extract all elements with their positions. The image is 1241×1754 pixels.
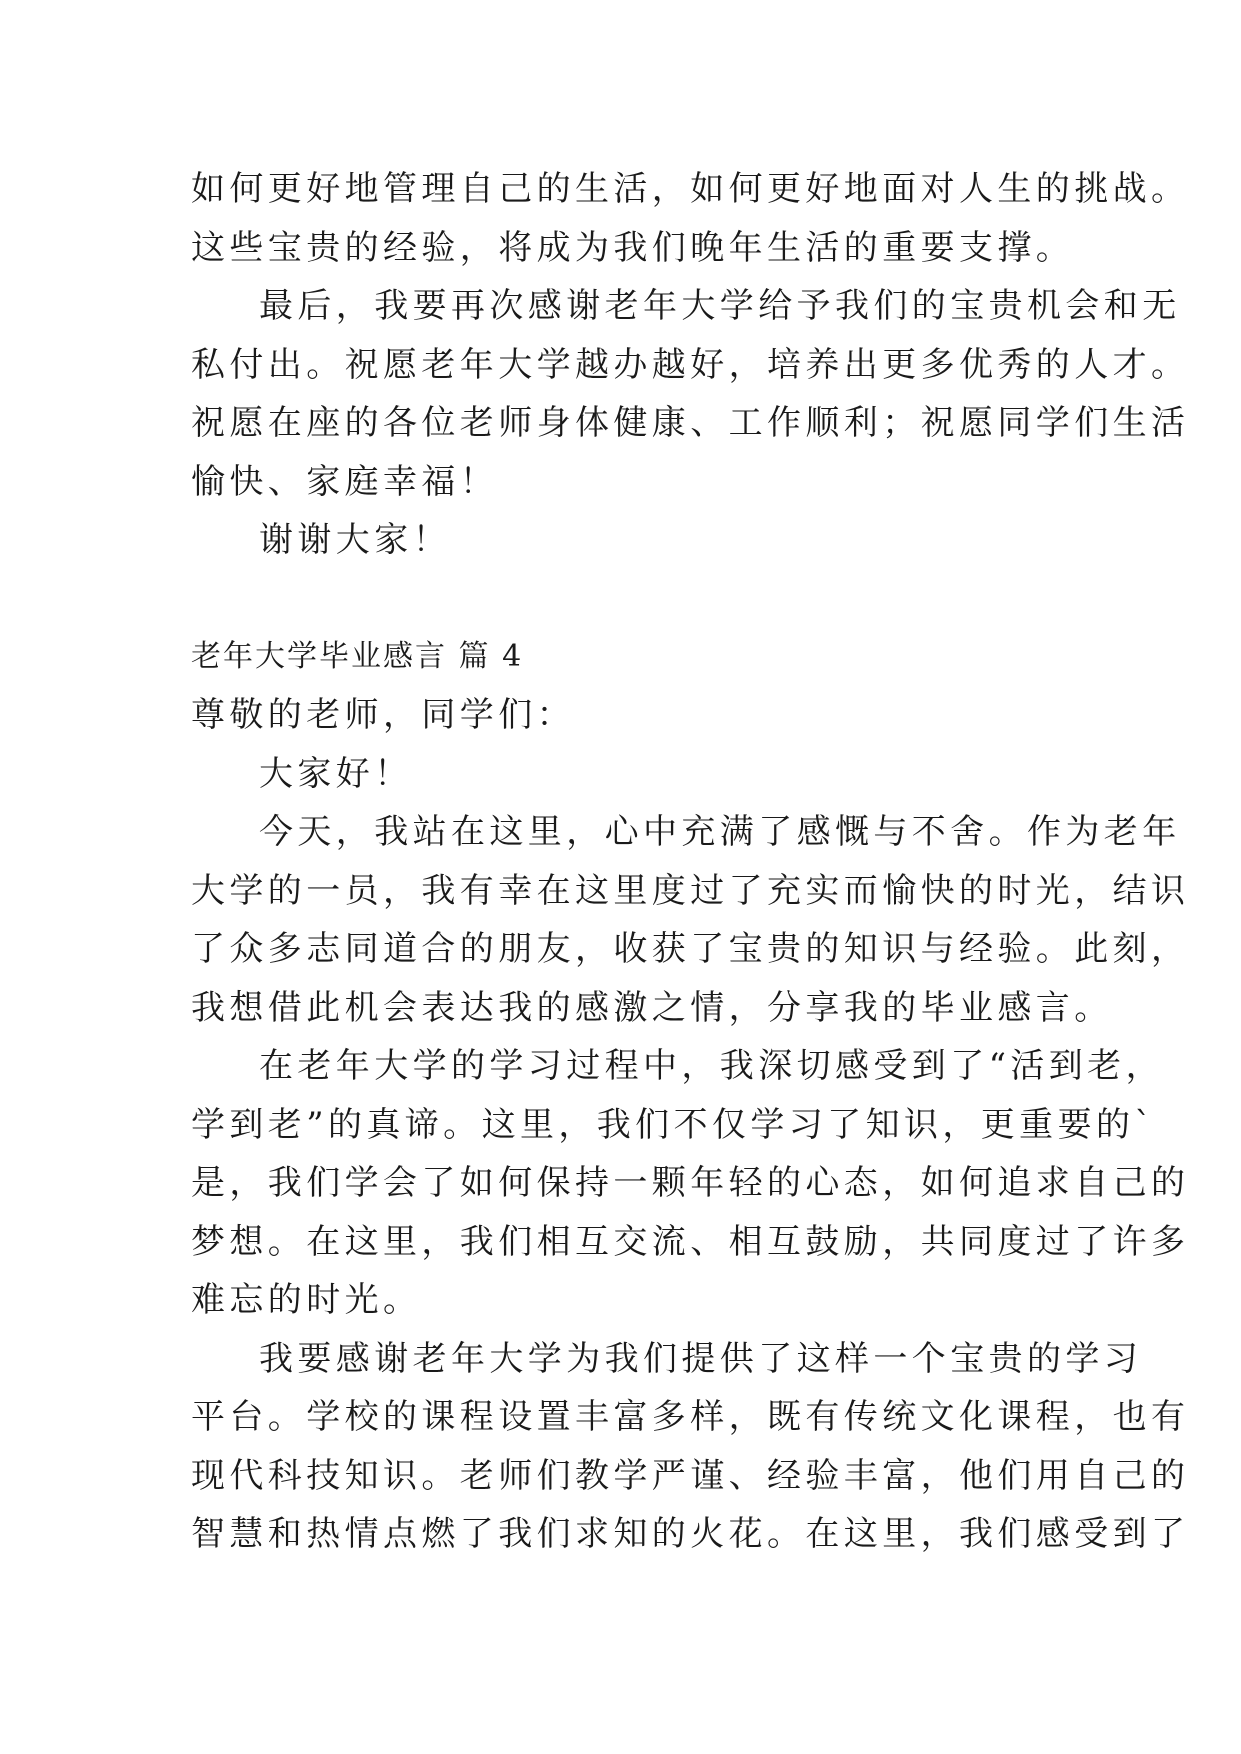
section-spacer — [191, 570, 1071, 628]
text-line: 祝愿在座的各位老师身体健康、工作顺利；祝愿同学们生活 — [191, 403, 1190, 443]
text-line: 了众多志同道合的朋友，收获了宝贵的知识与经验。此刻， — [191, 929, 1190, 969]
text-line: 现代科技知识。老师们教学严谨、经验丰富，他们用自己的 — [191, 1455, 1190, 1496]
text-line: 难忘的时光。 — [191, 1280, 422, 1320]
text-line: 如何更好地管理自己的生活，如何更好地面对人生的挑战。 — [191, 169, 1190, 209]
text-line: 愉快、家庭幸福！ — [191, 461, 499, 502]
section-heading: 老年大学毕业感言 篇 4 — [191, 638, 524, 674]
text-line: 我想借此机会表达我的感激之情，分享我的毕业感言。 — [191, 987, 1113, 1028]
text-line: 平台。学校的课程设置丰富多样，既有传统文化课程，也有 — [191, 1397, 1190, 1437]
text-line: 这些宝贵的经验，将成为我们晚年生活的重要支撑。 — [191, 227, 1075, 268]
greeting-line: 大家好！ — [259, 753, 413, 794]
text-line: 是，我们学会了如何保持一颗年轻的心态，如何追求自己的 — [191, 1163, 1190, 1203]
paragraph-start-line: 最后，我要再次感谢老年大学给予我们的宝贵机会和无 — [259, 286, 1181, 326]
paragraph-start-line: 我要感谢老年大学为我们提供了这样一个宝贵的学习 — [259, 1338, 1143, 1379]
text-line: 梦想。在这里，我们相互交流、相互鼓励，共同度过了许多 — [191, 1221, 1190, 1262]
text-line: 学到老”的真谛。这里，我们不仅学习了知识，更重要的` — [191, 1104, 1156, 1145]
paragraph-start-line: 今天，我站在这里，心中充满了感慨与不舍。作为老年 — [259, 812, 1181, 852]
document-body — [191, 160, 1190, 1564]
salutation-line: 尊敬的老师，同学们： — [191, 695, 575, 735]
paragraph-start-line: 在老年大学的学习过程中，我深切感受到了“活到老， — [259, 1046, 1164, 1086]
text-line: 智慧和热情点燃了我们求知的火花。在这里，我们感受到了 — [191, 1514, 1190, 1554]
text-line: 私付出。祝愿老年大学越办越好，培养出更多优秀的人才。 — [191, 344, 1190, 385]
text-line: 大学的一员，我有幸在这里度过了充实而愉快的时光，结识 — [191, 870, 1190, 911]
closing-line: 谢谢大家！ — [259, 520, 451, 560]
